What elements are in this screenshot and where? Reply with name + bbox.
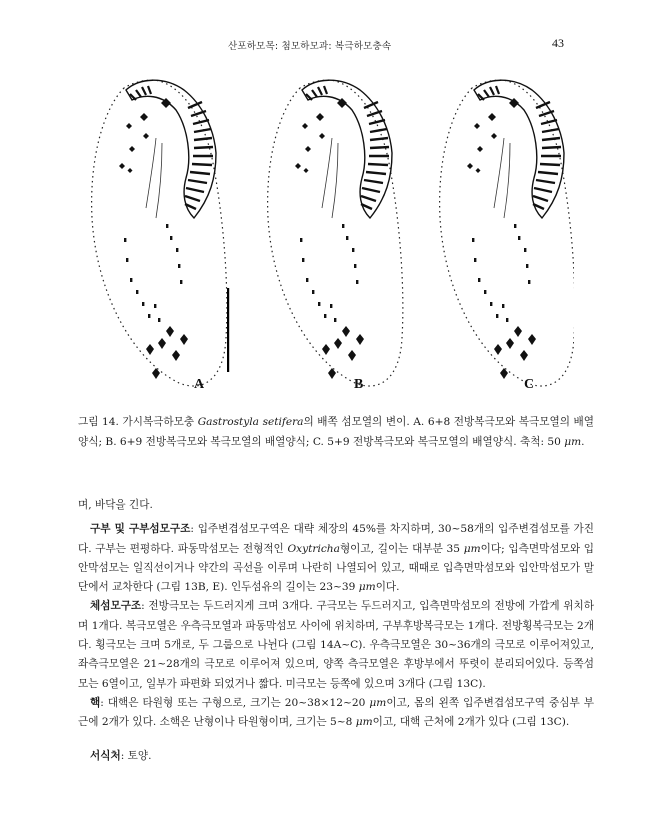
caption-end: .: [581, 436, 585, 448]
oral-genus: Oxytricha: [287, 542, 340, 555]
panel-label-c: C: [524, 377, 535, 392]
habitat-text: : 토양.: [120, 749, 152, 762]
paragraph-oral-structure: [78, 520, 594, 597]
oral-unit-2: μm: [358, 581, 376, 594]
paragraph-habitat: [78, 747, 594, 766]
caption-text-a: 가시복극하모충: [118, 416, 198, 428]
paragraph-nucleus: [78, 694, 594, 733]
nucleus-unit-2: μm: [355, 716, 373, 729]
nucleus-unit: μm: [369, 696, 387, 709]
body-text: [78, 496, 594, 766]
oral-text-b: 형이고, 길이는 대부분 35: [339, 542, 464, 555]
heading-oral-structure: 구부 및 구부섬모구조: [90, 523, 191, 536]
caption-text-b: 의 배쪽 섬모열의 변이. A. 6+8 전방복극모와 복극모열의 배열양식; B. 6+9 전방복극모와 복극모열의 배열양식; C. 5+9 전방복극모와 복극모열의 배열양식. 축척: 50: [78, 416, 594, 448]
running-head: [0, 36, 652, 52]
ciliature-text: : 전방극모는 두드러지게 크며 3개다. 구극모는 두드러지고, 입측면막섬모의 전방에 가깝게 위치하며 1개다. 복극모열은 우측극모열과 파동막섬모 사이에 위치하며, 구부후방복극모는 1개다. 전방횡복극모는 2개다. 횡극모는 크며 5개로, 두 그룹으로 나뉜다 (그림 14A~C). 우측극모열은 30~36개의 극모로 이루어져있고, 좌측극모열은 21~28개의 극모로 이루어져 있으며, 양쪽 측극모열은 후방부에서 뚜렷이 분리되어있다. 등쪽섬모는 6열이고, 일부가 파편화 되었거나 짧다. 미극모는 등쪽에 있으며 3개다 (그림 13C).: [78, 600, 594, 690]
drawing-a: [92, 80, 227, 386]
panel-label-b: B: [354, 377, 364, 392]
heading-habitat: 서식처: [90, 749, 121, 762]
nucleus-text-b: 이고, 몸의 왼쪽 입주변겹섬모구역 중심부 부근에 2개가 있다. 소핵은 난형이나 타원형이며, 크기는 5~8: [78, 696, 594, 729]
running-title: 산포하모목: 첨모하모과: 복극하모충속: [228, 41, 392, 52]
oral-text-c: 이다; 입측면막섬모와 입안막섬모는 일직선이거나 약간의 곡선을 이루며 나란히 나열되어 있고, 때때로 입측면막섬모와 입안막섬모가 말단에서 교차한다 (그림 13B, E). 인두섬유의 길이는 23~39: [78, 542, 594, 594]
paragraph-continuation: 며, 바닥을 긴다.: [78, 499, 153, 511]
ciliate-drawings: [84, 68, 574, 396]
heading-nucleus: 핵: [90, 696, 101, 709]
figure-14: [84, 68, 574, 396]
paragraph-ciliature: [78, 597, 594, 693]
oral-text-a: : 입주변겹섬모구역은 대략 체장의 45%를 차지하며, 30~58개의 입주변겹섬모를 가진다. 구부는 편평하다. 파동막섬모는 전형적인: [78, 523, 594, 555]
nucleus-text-a: : 대핵은 타원형 또는 구형으로, 크기는 20~38×12~20: [100, 696, 370, 709]
nucleus-text-c: 이고, 대핵 근처에 2개가 있다 (그림 13C).: [372, 716, 570, 729]
drawing-b: [268, 80, 403, 386]
oral-unit: μm: [463, 542, 481, 555]
figure-caption: [78, 412, 594, 452]
oral-end: 이다.: [375, 581, 400, 594]
drawing-c: [440, 80, 574, 386]
panel-label-a: A: [194, 377, 205, 392]
page-number: 43: [552, 36, 564, 50]
scale-bar: [227, 288, 229, 372]
heading-ciliature: 체섬모구조: [90, 600, 142, 613]
caption-species: Gastrostyla setifera: [197, 416, 304, 428]
caption-label: 그림 14.: [78, 416, 119, 428]
caption-unit: μm: [564, 436, 582, 448]
